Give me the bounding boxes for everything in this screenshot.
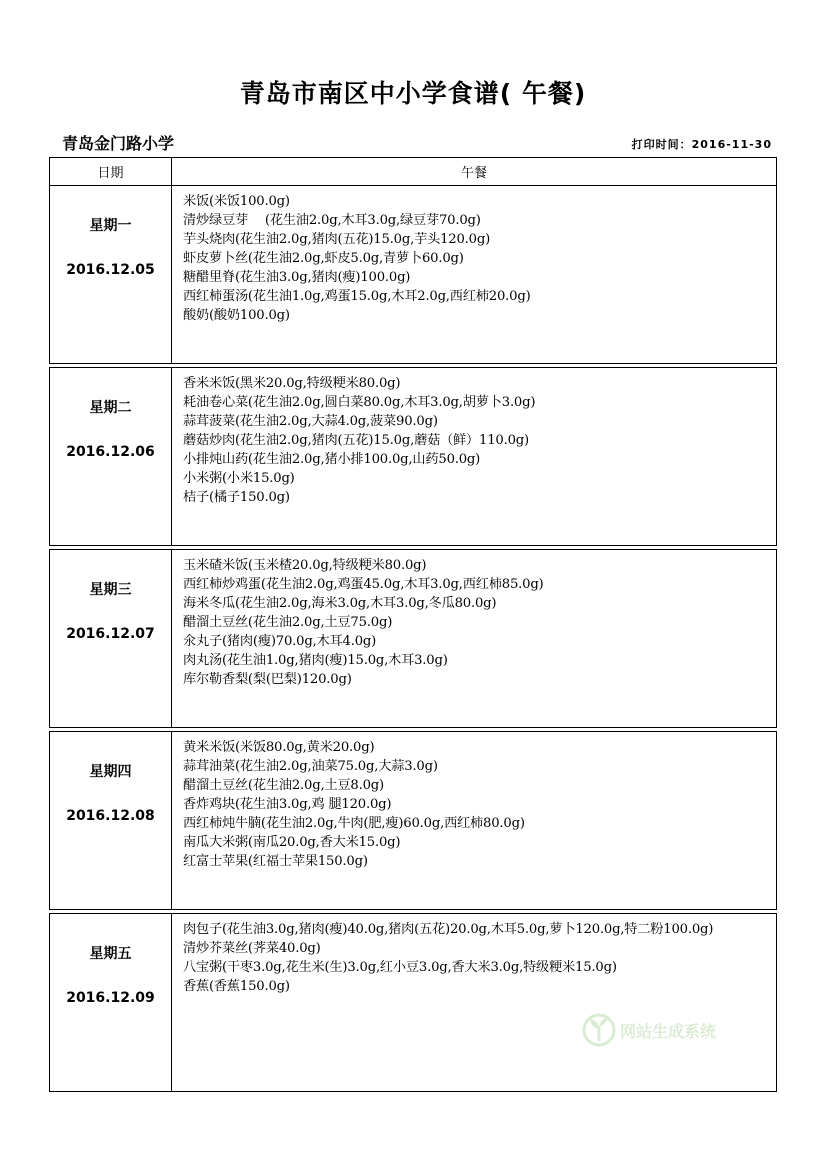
dish-item: 糖醋里脊(花生油3.0g,猪肉(瘦)100.0g) — [183, 270, 411, 285]
dish-item: 香米米饭(黑米20.0g,特级粳米80.0g) — [183, 376, 401, 391]
meal-cell — [172, 914, 777, 1092]
weekday-label: 星期二 — [89, 400, 132, 416]
weekday-label: 星期四 — [89, 764, 132, 780]
dish-item: 蒜茸菠菜(花生油2.0g,大蒜4.0g,菠菜90.0g) — [183, 414, 438, 429]
dish-item: 醋溜土豆丝(花生油2.0g,土豆75.0g) — [183, 615, 393, 630]
dish-item: 香蕉(香蕉150.0g) — [183, 979, 290, 994]
dish-item: 库尔勒香梨(梨(巴梨)120.0g) — [183, 672, 352, 687]
date-label: 2016.12.06 — [66, 444, 155, 460]
dish-item: 蘑菇炒肉(花生油2.0g,猪肉(五花)15.0g,蘑菇（鲜）110.0g) — [183, 433, 529, 448]
date-label: 2016.12.08 — [66, 808, 155, 824]
dish-item: 西红柿炒鸡蛋(花生油2.0g,鸡蛋45.0g,木耳3.0g,西红柿85.0g) — [183, 577, 544, 592]
school-name: 青岛金门路小学 — [62, 134, 175, 153]
day-cell — [50, 186, 172, 364]
dish-item: 肉包子(花生油3.0g,猪肉(瘦)40.0g,猪肉(五花)20.0g,木耳5.0g,萝卜120.0g,特二粉100.0g) — [183, 922, 714, 937]
dish-item: 八宝粥(干枣3.0g,花生米(生)3.0g,红小豆3.0g,香大米3.0g,特级粳米15.0g) — [183, 960, 617, 975]
weekday-label: 星期三 — [89, 582, 132, 598]
date-label: 2016.12.07 — [66, 626, 155, 642]
meal-cell — [172, 368, 777, 546]
weekday-label: 星期一 — [89, 218, 132, 234]
dish-item: 醋溜土豆丝(花生油2.0g,土豆8.0g) — [183, 778, 384, 793]
dish-item: 清炒绿豆芽 (花生油2.0g,木耳3.0g,绿豆芽70.0g) — [183, 213, 481, 228]
dish-item: 南瓜大米粥(南瓜20.0g,香大米15.0g) — [183, 835, 401, 850]
dish-item: 蒜茸油菜(花生油2.0g,油菜75.0g,大蒜3.0g) — [183, 759, 438, 774]
table-row — [50, 732, 777, 910]
dish-item: 米饭(米饭100.0g) — [183, 194, 290, 209]
weekday-label: 星期五 — [89, 946, 132, 962]
menu-table — [49, 157, 777, 1092]
menu-body — [50, 186, 777, 1092]
dish-item: 小排炖山药(花生油2.0g,猪小排100.0g,山药50.0g) — [183, 452, 481, 467]
table-row — [50, 368, 777, 546]
dish-item: 肉丸汤(花生油1.0g,猪肉(瘦)15.0g,木耳3.0g) — [183, 653, 448, 668]
lunch-column-header: 午餐 — [172, 158, 777, 186]
dish-item: 氽丸子(猪肉(瘦)70.0g,木耳4.0g) — [183, 634, 377, 649]
meal-cell — [172, 732, 777, 910]
date-column-header: 日期 — [50, 158, 172, 186]
day-cell — [50, 732, 172, 910]
day-cell — [50, 368, 172, 546]
dish-item: 西红柿炖牛腩(花生油2.0g,牛肉(肥,瘦)60.0g,西红柿80.0g) — [183, 816, 525, 831]
dish-item: 虾皮萝卜丝(花生油2.0g,虾皮5.0g,青萝卜60.0g) — [183, 251, 464, 266]
sprout-logo-icon — [582, 1013, 616, 1047]
print-time: 打印时间：2016-11-30 — [631, 138, 772, 151]
dish-item: 玉米碴米饭(玉米楂20.0g,特级粳米80.0g) — [183, 558, 427, 573]
table-row — [50, 550, 777, 728]
date-label: 2016.12.09 — [66, 990, 155, 1006]
table-header-row — [50, 158, 777, 186]
watermark-text: 网站生成系统 — [620, 1021, 717, 1041]
page-title: 青岛市南区中小学食谱( 午餐) — [239, 79, 587, 108]
date-label: 2016.12.05 — [66, 262, 155, 278]
dish-item: 西红柿蛋汤(花生油1.0g,鸡蛋15.0g,木耳2.0g,西红柿20.0g) — [183, 289, 531, 304]
dish-item: 耗油卷心菜(花生油2.0g,圆白菜80.0g,木耳3.0g,胡萝卜3.0g) — [183, 395, 536, 410]
day-cell — [50, 550, 172, 728]
dish-item: 清炒芥菜丝(荠菜40.0g) — [183, 941, 321, 956]
dish-item: 芋头烧肉(花生油2.0g,猪肉(五花)15.0g,芋头120.0g) — [183, 232, 491, 247]
day-cell — [50, 914, 172, 1092]
watermark — [582, 1013, 716, 1047]
dish-item: 香炸鸡块(花生油3.0g,鸡 腿120.0g) — [183, 797, 392, 812]
dish-item: 酸奶(酸奶100.0g) — [183, 308, 290, 323]
meal-cell — [172, 186, 777, 364]
dish-item: 黄米米饭(米饭80.0g,黄米20.0g) — [183, 740, 375, 755]
table-row — [50, 914, 777, 1092]
dish-item: 小米粥(小米15.0g) — [183, 471, 295, 486]
dish-item: 桔子(橘子150.0g) — [183, 490, 290, 505]
dish-item: 红富士苹果(红福士苹果150.0g) — [183, 854, 368, 869]
meal-cell — [172, 550, 777, 728]
table-row — [50, 186, 777, 364]
dish-item: 海米冬瓜(花生油2.0g,海米3.0g,木耳3.0g,冬瓜80.0g) — [183, 596, 497, 611]
